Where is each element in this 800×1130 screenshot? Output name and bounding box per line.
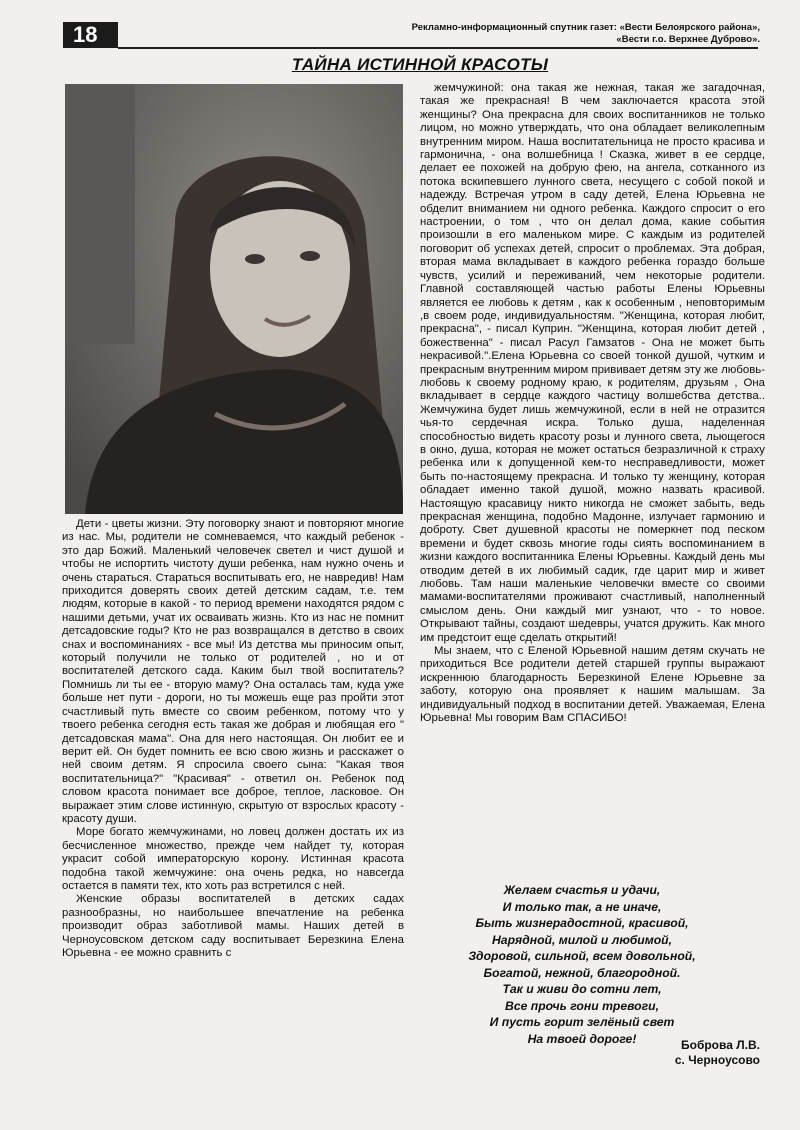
page-number: 18 (63, 22, 118, 48)
poem-line: Все прочь гони тревоги, (505, 998, 659, 1013)
header-meta-line-1: Рекламно-информационный спутник газет: «Вести Белоярского района», (411, 22, 760, 33)
poem-line: Быть жизнерадостной, красивой, (475, 916, 689, 930)
poem-line: Нарядной, милой и любимой, (492, 932, 672, 947)
header-meta (412, 22, 760, 46)
header-rule (118, 47, 758, 49)
poem-line: И пусть горит зелёный свет (489, 1015, 675, 1029)
header-meta-line-2: «Вести г.о. Верхнее Дуброво». (616, 34, 760, 45)
author-signature (675, 1038, 760, 1068)
poem-line: Желаем счастья и удачи, (503, 883, 661, 897)
portrait-photo (65, 84, 403, 514)
author-name: Боброва Л.В. (680, 1038, 760, 1052)
congratulation-poem (432, 882, 732, 1047)
article-title: ТАЙНА ИСТИННОЙ КРАСОТЫ (291, 55, 549, 74)
article-paragraph: Мы знаем, что с Еленой Юрьевной нашим детям скучать не приходиться Все родители детей старшей группы выражают искреннюю благодарность Березкиной Елене Юрьевне за заботу, которую она проявляет к нашим малышам. За индивидуальный подход в воспитании детей. Уважаемая, Елена Юрьевна! Мы говорим Вам СПАСИБО! (420, 645, 765, 725)
article-paragraph: жемчужиной: она такая же нежная, такая же загадочная, такая же прекрасная! В чем заключается красота этой женщины? Она прекрасна для своих воспитанников не только лицом, но можно утверждать, что она обладает великолепным внутренним миром. Наша воспитательница не просто красива и гармонична, - она волшебница ! Сказка, живет в ее сердце, делает ее похожей на добрую фею, на ангела, сотканного из потока вскипевшего лунного света, несущего с собой покой и надежду. Встречая утром в саду детей, Елена Юрьевна не обделит вниманием ни одного ребенка. Каждого спросит о его настроении, о том , что он делал дома, какие события произошли в его маленьком мире. С каждым из родителей поговорит об успехах детей, спросит о проблемах. Эта добрая, вторая мама вкладывает в каждого ребенка гораздо больше чувств, усилий и переживаний, чем некоторые родители. Главной составляющей частью работы Елены Юрьевны является ее любовь к детям , как к особенным , неповторимым ,в своем роде, индивидуальностям. "Женщина, которая любит, прекрасна", - писал Куприн. "Женщина, которая любит детей , божественна" - писал Расул Гамзатов - Она не может быть некрасивой.".Елена Юрьевна со своей тонкой душой, чутким и прекрасным внутренним миром прививает детям эту же любовь- любовь к своему родному краю, к родителям, друзьям , Она вкладывает в сердце каждого частицу волшебства детства.. Жемчужина будет лишь жемчужиной, если в ней не отразится чья-то сердечная искра. Только душа, наделенная способностью видеть красоту розы и лунного света, льющегося в окно, душа, которая не может остаться безразличной к страху ребенка или к допущенной кем-то несправедливости, может быть по-настоящему прекрасна. И только ту женщину, которая обладает именно такой душой, можно назвать красивой. Настоящую красавицу никто никогда не сможет забыть, ведь прекрасная женщина, подобно Мадонне, излучает гармонию и доброту. Свет душевной красоты не померкнет под песком времени и будет сквозь многие годы сиять воспоминанием в жизни каждого воспитанника Елены Юрьевны. Каждый день мы отводим детей в их любимый садик, где царит мир и живет любовь. Там наши маленькие человечки вместе со своими мамами-воспитателями проживают счастливый, наполненный смыслом день. Они каждый миг узнают, что - то новое. Открывают тайны, создают шедевры, учатся дружить. Как много им предстоит еще сделать открытий! (420, 82, 765, 644)
poem-line: И только так, а не иначе, (502, 899, 662, 914)
poem-line: Так и живи до сотни лет, (502, 982, 662, 996)
article-paragraph: Дети - цветы жизни. Эту поговорку знают и повторяют многие из нас. Мы, родители не сомневаемся, что каждый ребенок - это дар Божий. Маленький человечек светел и чист душой и чтобы не испортить чистоту души ребенка, нам нужно очень и очень стараться. Стараться воспитывать его, не навредив! Нам приходится доверять своих детей детским садам, т.е. тем людям, которые в какой - то период времени находятся рядом с нашими детьми, учат их осваивать жизнь. Кто из нас не помнит детсадовские годы? Кто не раз возвращался в детство в своих снах и воспоминаниях - все мы! Из детства мы приносим опыт, который получили не только от родителей , но и от воспитателей детского сада. Каким был твой воспитатель? Помнишь ли ты ее - вторую маму? Она осталась там, куда уже больше нет пути - дороги, но ты можешь еще раз пройти этот счастливый путь вместе со своим ребенком, потому что у твоего ребенка сегодня есть такая же добрая и любящая его " детсадовская мама". Она для него настоящая. Он любит ее и верит ей. Он будет помнить ее всю свою жизнь и расскажет о ней своим детям. Я спросила своего сына: "Какая твоя воспитательница?" "Красивая" - ответил он. Ребенок под словом красота понимает все доброе, теплое, ласковое. Он выражает этим слове истинную, скрытую от взрослых красоту - красоту души. (62, 518, 404, 825)
poem-line: Здоровой, сильной, всем довольной, (468, 949, 696, 963)
author-place: с. Черноусово (674, 1053, 760, 1067)
portrait-photo-image (65, 84, 403, 514)
poem-line: Богатой, нежной, благородной. (483, 965, 681, 980)
article-right-column (420, 82, 765, 726)
article-paragraph: Море богато жемчужинами, но ловец должен достать их из бесчисленное множество, прежде чем найдет ту, которая украсит собой императорскую корону. Истинная красота подобна такой жемчужине: она очень редка, но навсегда остается в памяти тех, кто хоть раз встретился с ней. (62, 826, 404, 892)
article-paragraph: Женские образы воспитателей в детских садах разнообразны, но наибольшее впечатление на ребенка производит образ заботливой мамы. Наших детей в Черноусовском детском саду воспитывает Березкина Елена Юрьевна - ее можно сравнить с (62, 893, 404, 959)
article-left-column (62, 518, 404, 960)
poem-line: На твоей дороге! (527, 1031, 637, 1046)
